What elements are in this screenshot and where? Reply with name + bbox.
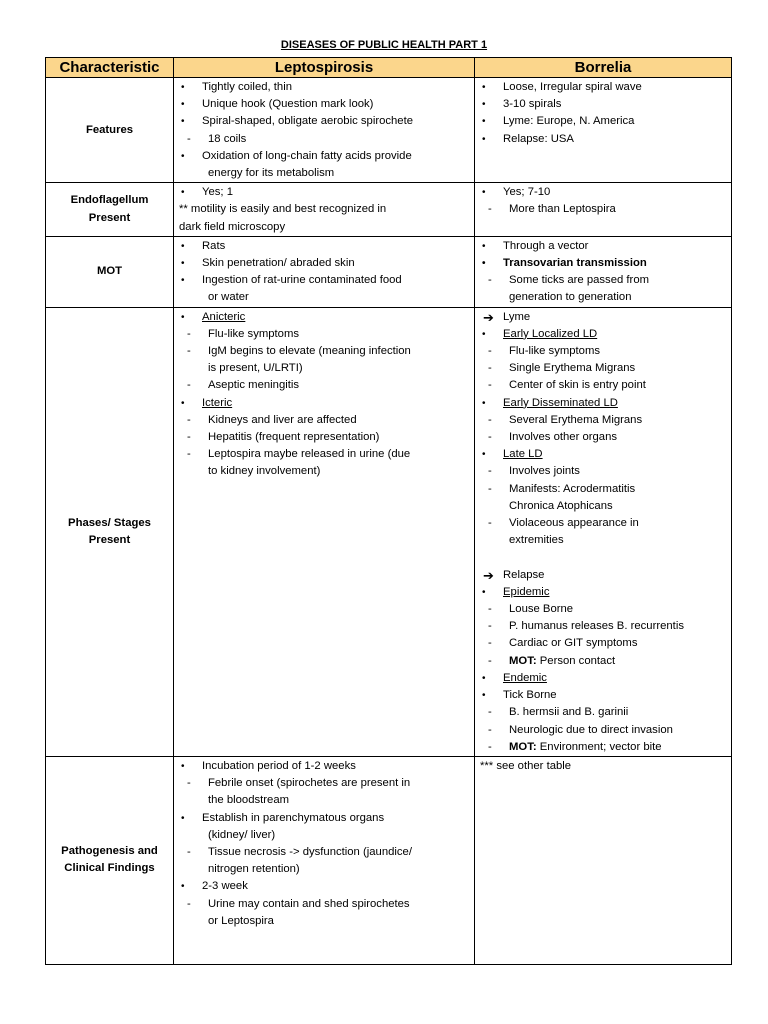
list-item: • Skin penetration/ abraded skin xyxy=(174,255,474,272)
list-item: • Spiral-shaped, obligate aerobic spirochete xyxy=(174,113,474,130)
label-line: Endoflagellum xyxy=(70,194,149,207)
label-line: Present xyxy=(88,533,131,546)
label-line: Pathogenesis and xyxy=(61,845,158,858)
label-line: Clinical Findings xyxy=(64,862,155,875)
header-borrelia: Borrelia xyxy=(475,58,732,78)
list-item: • Oxidation of long-chain fatty acids provide xyxy=(174,148,474,165)
label-pathogenesis xyxy=(46,756,174,964)
list-item: dark field microscopy xyxy=(179,220,286,233)
row-features xyxy=(46,78,732,183)
list-item: • Relapse: USA xyxy=(475,131,731,148)
label-mot: MOT xyxy=(46,236,174,307)
list-item: • Anicteric xyxy=(174,309,474,326)
arrow-right-icon: ➔ xyxy=(483,567,494,583)
list-item: • Incubation period of 1-2 weeks xyxy=(174,758,474,775)
list-item: or Leptospira xyxy=(208,914,274,927)
list-item: - Louse Borne xyxy=(475,601,731,618)
item-text: Person contact xyxy=(536,654,616,667)
list-item: • 3-10 spirals xyxy=(475,96,731,113)
list-item: • Yes; 7-10 xyxy=(475,184,731,201)
lepto-endo-cell xyxy=(174,183,475,237)
list-item: - Cardiac or GIT symptoms xyxy=(475,635,731,652)
list-item: • Lyme: Europe, N. America xyxy=(475,113,731,130)
label-endoflagellum xyxy=(46,183,174,237)
list-item: ** motility is easily and best recognized in xyxy=(179,203,387,216)
list-item: - Hepatitis (frequent representation) xyxy=(174,429,474,446)
header-characteristic: Characteristic xyxy=(46,58,174,78)
row-endoflagellum xyxy=(46,183,732,237)
diseases-table xyxy=(45,57,732,965)
list-item: - More than Leptospira xyxy=(475,201,731,218)
borr-endo-cell xyxy=(475,183,732,237)
row-pathogenesis xyxy=(46,756,732,964)
list-item: energy for its metabolism xyxy=(208,167,335,180)
list-item xyxy=(475,653,731,670)
spacer xyxy=(475,549,731,566)
label-phases xyxy=(46,307,174,756)
list-item: - Single Erythema Migrans xyxy=(475,360,731,377)
list-item: *** see other table xyxy=(480,759,572,772)
lepto-mot-cell xyxy=(174,236,475,307)
list-item: • Unique hook (Question mark look) xyxy=(174,96,474,113)
list-item: - 18 coils xyxy=(174,131,474,148)
list-item: - Aseptic meningitis xyxy=(174,377,474,394)
item-text: Relapse xyxy=(503,568,545,581)
list-item: - Violaceous appearance in xyxy=(475,515,731,532)
list-item: • Tick Borne xyxy=(475,687,731,704)
list-item: is present, U/LRTI) xyxy=(208,362,303,375)
list-item: • Endemic xyxy=(475,670,731,687)
item-key: MOT: xyxy=(509,740,537,753)
list-item: - Neurologic due to direct invasion xyxy=(475,722,731,739)
list-item: • Establish in parenchymatous organs xyxy=(174,810,474,827)
list-item: - B. hermsii and B. garinii xyxy=(475,704,731,721)
list-item: - Involves joints xyxy=(475,463,731,480)
list-item: - Manifests: Acrodermatitis xyxy=(475,481,731,498)
list-item: • Epidemic xyxy=(475,584,731,601)
list-item: - Some ticks are passed from xyxy=(475,272,731,289)
list-item: • Late LD xyxy=(475,446,731,463)
list-item: • Early Disseminated LD xyxy=(475,395,731,412)
list-item: • Through a vector xyxy=(475,238,731,255)
list-item: • Loose, Irregular spiral wave xyxy=(475,79,731,96)
lepto-phases-cell xyxy=(174,307,475,756)
list-item: - Flu-like symptoms xyxy=(475,343,731,360)
label-line: Phases/ Stages xyxy=(68,516,151,529)
list-item xyxy=(475,309,731,326)
document-title: DISEASES OF PUBLIC HEALTH PART 1 xyxy=(280,39,488,51)
list-item: extremities xyxy=(509,534,564,547)
list-item: • Icteric xyxy=(174,395,474,412)
list-item: or water xyxy=(208,291,249,304)
label-features: Features xyxy=(46,78,174,183)
list-item: • 2-3 week xyxy=(174,878,474,895)
label-line: Present xyxy=(88,211,131,224)
list-item: - Tissue necrosis -> dysfunction (jaundice/ xyxy=(174,844,474,861)
list-item: nitrogen retention) xyxy=(208,863,300,876)
list-item: to kidney involvement) xyxy=(208,465,321,478)
list-item: - Flu-like symptoms xyxy=(174,326,474,343)
lepto-patho-cell xyxy=(174,756,475,964)
list-item: - Involves other organs xyxy=(475,429,731,446)
list-item: • Tightly coiled, thin xyxy=(174,79,474,96)
borr-phases-cell xyxy=(475,307,732,756)
item-text: Environment; vector bite xyxy=(536,740,662,753)
borr-features-cell xyxy=(475,78,732,183)
list-item xyxy=(475,739,731,756)
item-key: MOT: xyxy=(509,654,537,667)
list-item: - Leptospira maybe released in urine (due xyxy=(174,446,474,463)
list-item: the bloodstream xyxy=(208,794,290,807)
list-item: • Rats xyxy=(174,238,474,255)
borr-mot-cell xyxy=(475,236,732,307)
list-item: - Several Erythema Migrans xyxy=(475,412,731,429)
list-item: • Ingestion of rat-urine contaminated food xyxy=(174,272,474,289)
list-item: - Center of skin is entry point xyxy=(475,377,731,394)
list-item: • Early Localized LD xyxy=(475,326,731,343)
list-item: - P. humanus releases B. recurrentis xyxy=(475,618,731,635)
list-item: (kidney/ liver) xyxy=(208,828,276,841)
row-phases xyxy=(46,307,732,756)
arrow-right-icon: ➔ xyxy=(483,309,494,325)
list-item: • Yes; 1 xyxy=(174,184,474,201)
list-item: - IgM begins to elevate (meaning infection xyxy=(174,343,474,360)
borr-patho-cell xyxy=(475,756,732,964)
list-item: generation to generation xyxy=(509,291,632,304)
list-item xyxy=(475,567,731,584)
list-item: - Kidneys and liver are affected xyxy=(174,412,474,429)
header-row xyxy=(46,58,732,78)
list-item: - Febrile onset (spirochetes are present in xyxy=(174,775,474,792)
list-item: • Transovarian transmission xyxy=(475,255,731,272)
list-item: Chronica Atophicans xyxy=(509,499,613,512)
item-text: Lyme xyxy=(503,310,531,323)
row-mot xyxy=(46,236,732,307)
lepto-features-cell xyxy=(174,78,475,183)
header-leptospirosis: Leptospirosis xyxy=(174,58,475,78)
list-item: - Urine may contain and shed spirochetes xyxy=(174,896,474,913)
